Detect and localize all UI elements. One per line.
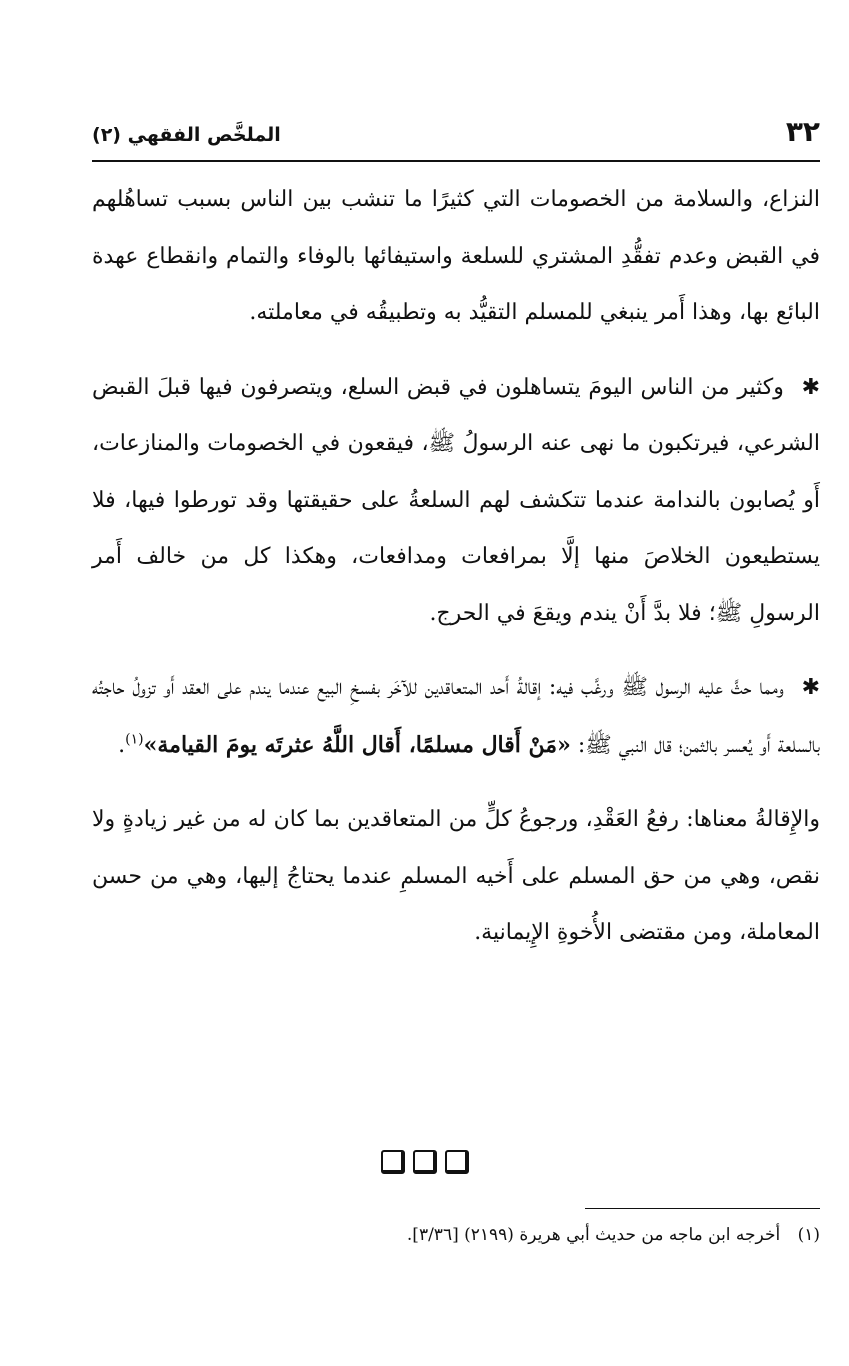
paragraph-4 bbox=[92, 792, 820, 962]
square-ornament-icon bbox=[413, 1150, 437, 1174]
page-header bbox=[92, 112, 820, 156]
paragraph-1-text: النزاع، والسلامة من الخصومات التي كثيرًا ما تنشب بين الناس بسبب تساهُلهم في القبض وعدم تفقُّدِ المشتري للسلعة واستيفائها بالوفاء والتمام وانقطاع عهدة البائع بها، وهذا أَمر ينبغي للمسلم التقيُّد به وتطبيقُه في معاملته. bbox=[92, 187, 820, 325]
paragraph-1 bbox=[92, 172, 820, 342]
paragraph-3 bbox=[92, 660, 820, 774]
running-title: الملخَّص الفقهي (٢) bbox=[92, 124, 281, 146]
footnote-reference[interactable]: (١) bbox=[125, 731, 144, 748]
page-number: ٣٢ bbox=[785, 115, 820, 148]
footnote bbox=[92, 1220, 820, 1250]
paragraph-3-tail: . bbox=[118, 732, 126, 758]
header-rule bbox=[92, 160, 820, 162]
hadith-quote: «مَنْ أَقال مسلمًا، أَقال اللَّهُ عثرتَه يومَ القيامة» bbox=[143, 731, 571, 758]
paragraph-2-text: وكثير من الناس اليومَ يتساهلون في قبض السلع، ويتصرفون فيها قبلَ القبض الشرعي، فيرتكبون ما نهى عنه الرسولُ ﷺ، فيقعون في الخصومات والمنازعات، أَو يُصابون بالندامة عندما تتكشف لهم السلعةُ على حقيقتها وقد تورطوا فيها، فلا يستطيعون الخلاصَ منها إلَّا بمرافعات ومدافعات، وهكذا كل من خالف أَمر الرسولِ ﷺ؛ فلا بدَّ أَنْ يندم ويقعَ في الحرج. bbox=[92, 374, 821, 626]
paragraph-2 bbox=[92, 360, 820, 643]
asterisk-bullet-icon: ✱ bbox=[801, 675, 821, 700]
footnote-text: أخرجه ابن ماجه من حديث أبي هريرة (٢١٩٩) [٣/٣٦]. bbox=[406, 1225, 781, 1245]
footnote-rule bbox=[585, 1208, 820, 1209]
paragraph-3-text: ومما حثَّ عليه الرسول ﷺ ورغَّب فيه: إقالةُ أَحد المتعاقدين للآخَر بفسخِ البيع عندما يندم على العقد أَو تزولُ حاجتُه بالسلعة أَو يُعسر بالثمن؛ قال النبي ﷺ: bbox=[92, 675, 820, 758]
page-body bbox=[92, 172, 820, 962]
square-ornament-icon bbox=[381, 1150, 405, 1174]
paragraph-4-text: والإِقالةُ معناها: رفعُ العَقْدِ، ورجوعُ كلٍّ من المتعاقدين بما كان له من غير زيادةٍ ولا نقص، وهي من حق المسلم على أَخيه المسلمِ عندما يحتاجُ إليها، وهي من حسن المعاملة، ومن مقتضى الأُخوةِ الإِيمانية. bbox=[92, 807, 820, 945]
asterisk-bullet-icon: ✱ bbox=[801, 374, 821, 400]
square-ornament-icon bbox=[445, 1150, 469, 1174]
footnote-number: (١) bbox=[797, 1225, 820, 1245]
section-separator bbox=[0, 1150, 849, 1174]
